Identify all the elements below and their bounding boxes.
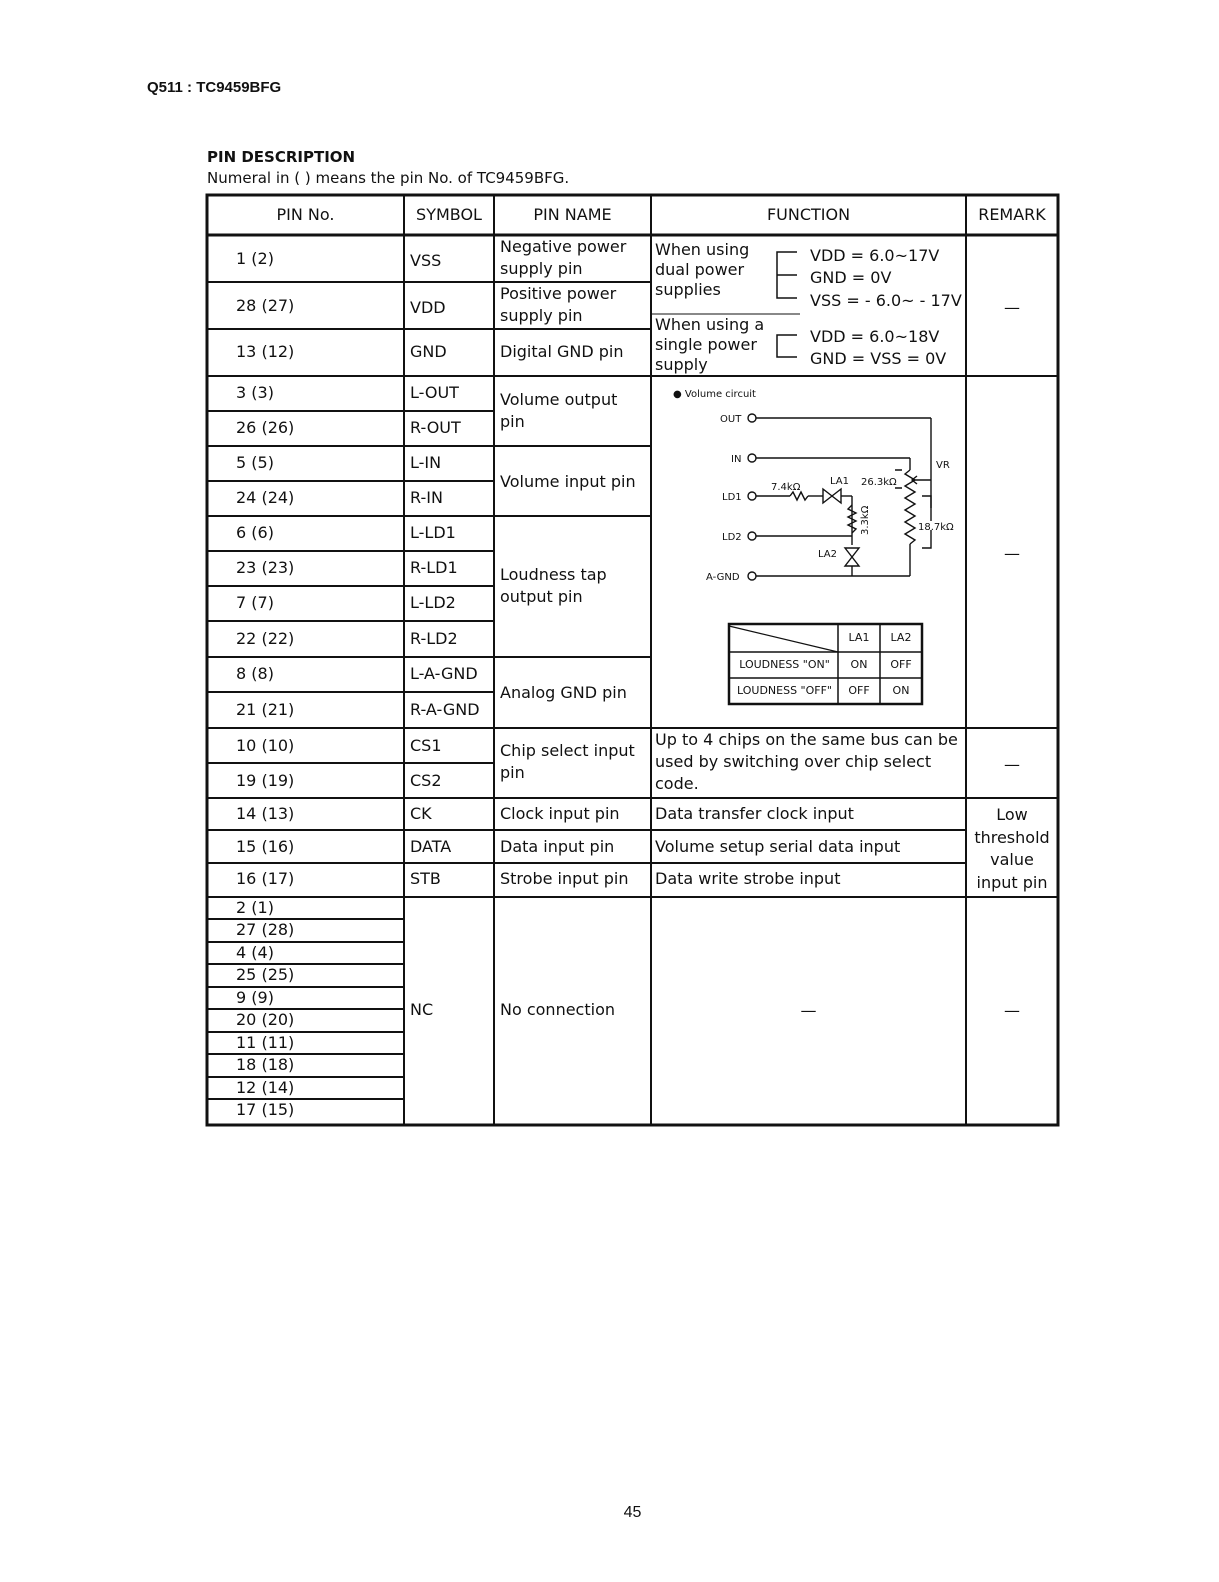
circuit-r4-label: 18.7kΩ xyxy=(918,522,954,533)
circuit-vr-label: VR xyxy=(936,460,950,471)
power-dual-vss: VSS = - 6.0~ - 17V xyxy=(810,291,962,310)
function-cell: Data write strobe input xyxy=(655,869,841,888)
pin-cell: 6 (6) xyxy=(236,523,274,542)
lt-on-la1: ON xyxy=(850,658,868,671)
pin-cell: 23 (23) xyxy=(236,558,295,577)
section-subtitle: Numeral in ( ) means the pin No. of TC9459BFG. xyxy=(207,169,570,187)
circuit-la1-label: LA1 xyxy=(830,476,850,487)
circuit-in-label: IN xyxy=(731,454,742,465)
function-dash: — xyxy=(800,1001,817,1020)
header-pin-no: PIN No. xyxy=(276,205,335,224)
nc-pin-cell: 18 (18) xyxy=(236,1055,295,1074)
nc-pin-cell: 9 (9) xyxy=(236,988,274,1007)
symbol-cell: L-IN xyxy=(410,453,442,472)
lt-on-la2: OFF xyxy=(890,658,912,671)
pin-name-cell: Volume input pin xyxy=(500,472,636,491)
function-cell: Volume setup serial data input xyxy=(655,837,901,856)
circuit-r3-label: 3.3kΩ xyxy=(860,505,871,535)
symbol-cell: DATA xyxy=(410,837,452,856)
nc-pin-cell: 20 (20) xyxy=(236,1010,295,1029)
remark-cell: Low threshold value input pin xyxy=(974,805,1050,892)
circuit-r1-label: 7.4kΩ xyxy=(771,482,801,493)
symbol-cell: L-A-GND xyxy=(410,664,478,683)
remark-dash: — xyxy=(1004,544,1020,563)
symbol-cell: L-OUT xyxy=(410,383,459,402)
nc-pin-cell: 17 (15) xyxy=(236,1100,295,1119)
circuit-la2-label: LA2 xyxy=(818,549,838,560)
symbol-cell: R-A-GND xyxy=(410,700,480,719)
header-pin-name: PIN NAME xyxy=(533,205,612,224)
lt-header-la1: LA1 xyxy=(848,631,870,644)
symbol-cell: R-LD2 xyxy=(410,629,458,648)
pin-cell: 10 (10) xyxy=(236,736,295,755)
circuit-caption: ● Volume circuit xyxy=(673,389,756,400)
pin-name-cell: Clock input pin xyxy=(500,804,620,823)
lt-off-la1: OFF xyxy=(848,684,870,697)
nc-pin-cell: 2 (1) xyxy=(236,898,274,917)
function-cell: Data transfer clock input xyxy=(655,804,854,823)
pin-name-cell: Volume output pin xyxy=(500,390,618,431)
pin-cell: 24 (24) xyxy=(236,488,295,507)
pin-name-cell: No connection xyxy=(500,1000,615,1019)
page-number: 45 xyxy=(623,1504,642,1521)
pin-cell: 19 (19) xyxy=(236,771,295,790)
symbol-cell: R-OUT xyxy=(410,418,461,437)
circuit-agnd-label: A-GND xyxy=(706,572,740,583)
power-single-vdd: VDD = 6.0~18V xyxy=(810,327,940,346)
power-single-label: When using a single power supply xyxy=(655,315,765,374)
function-cell: Up to 4 chips on the same bus can be used by switching over chip select code. xyxy=(655,730,958,793)
pin-cell: 16 (17) xyxy=(236,869,295,888)
lt-off-la2: ON xyxy=(892,684,910,697)
pin-cell: 28 (27) xyxy=(236,296,295,315)
section-title: PIN DESCRIPTION xyxy=(207,148,356,166)
circuit-ld1-label: LD1 xyxy=(722,492,742,503)
symbol-cell: CS1 xyxy=(410,736,442,755)
symbol-cell: CS2 xyxy=(410,771,442,790)
power-single-gnd: GND = VSS = 0V xyxy=(810,349,947,368)
nc-pin-cell: 27 (28) xyxy=(236,920,295,939)
pin-cell: 22 (22) xyxy=(236,629,295,648)
header-symbol: SYMBOL xyxy=(416,205,482,224)
power-dual-gnd: GND = 0V xyxy=(810,268,892,287)
symbol-cell: L-LD1 xyxy=(410,523,456,542)
pin-name-cell: Data input pin xyxy=(500,837,615,856)
pin-name-cell: Strobe input pin xyxy=(500,869,629,888)
power-dual-label: When using dual power supplies xyxy=(655,240,750,299)
power-dual-vdd: VDD = 6.0~17V xyxy=(810,246,940,265)
header-remark: REMARK xyxy=(978,205,1046,224)
pin-cell: 26 (26) xyxy=(236,418,295,437)
circuit-out-label: OUT xyxy=(720,414,742,425)
pin-cell: 14 (13) xyxy=(236,804,295,823)
pin-cell: 15 (16) xyxy=(236,837,295,856)
pin-name-cell: Positive power supply pin xyxy=(500,284,617,325)
symbol-cell: R-LD1 xyxy=(410,558,458,577)
remark-dash: — xyxy=(1004,755,1020,774)
pin-name-cell: Negative power supply pin xyxy=(500,237,627,278)
remark-dash: — xyxy=(1004,298,1020,317)
symbol-cell: R-IN xyxy=(410,488,443,507)
circuit-ld2-label: LD2 xyxy=(722,532,742,543)
nc-pin-cell: 12 (14) xyxy=(236,1078,295,1097)
symbol-cell: STB xyxy=(410,869,441,888)
nc-pin-cell: 4 (4) xyxy=(236,943,274,962)
circuit-r2-label: 26.3kΩ xyxy=(861,477,897,488)
pin-name-cell: Digital GND pin xyxy=(500,342,624,361)
lt-row-off: LOUDNESS "OFF" xyxy=(737,684,832,697)
pin-cell: 8 (8) xyxy=(236,664,274,683)
symbol-cell: VDD xyxy=(410,298,446,317)
pin-cell: 5 (5) xyxy=(236,453,274,472)
symbol-cell: NC xyxy=(410,1000,434,1019)
symbol-cell: L-LD2 xyxy=(410,593,456,612)
symbol-cell: CK xyxy=(410,804,432,823)
pin-name-cell: Analog GND pin xyxy=(500,683,627,702)
nc-pin-cell: 11 (11) xyxy=(236,1033,295,1052)
pin-cell: 13 (12) xyxy=(236,342,295,361)
pin-cell: 1 (2) xyxy=(236,249,274,268)
pin-name-cell: Chip select input pin xyxy=(500,741,635,782)
symbol-cell: GND xyxy=(410,342,447,361)
pin-cell: 7 (7) xyxy=(236,593,274,612)
lt-row-on: LOUDNESS "ON" xyxy=(739,658,830,671)
header-function: FUNCTION xyxy=(766,205,851,224)
lt-header-la2: LA2 xyxy=(890,631,912,644)
nc-pin-cell: 25 (25) xyxy=(236,965,295,984)
pin-cell: 3 (3) xyxy=(236,383,274,402)
pin-cell: 21 (21) xyxy=(236,700,295,719)
document-header: Q511 : TC9459BFG xyxy=(147,79,282,96)
remark-dash: — xyxy=(1004,1001,1020,1020)
pin-name-cell: Loudness tap output pin xyxy=(500,565,607,606)
symbol-cell: VSS xyxy=(410,251,442,270)
